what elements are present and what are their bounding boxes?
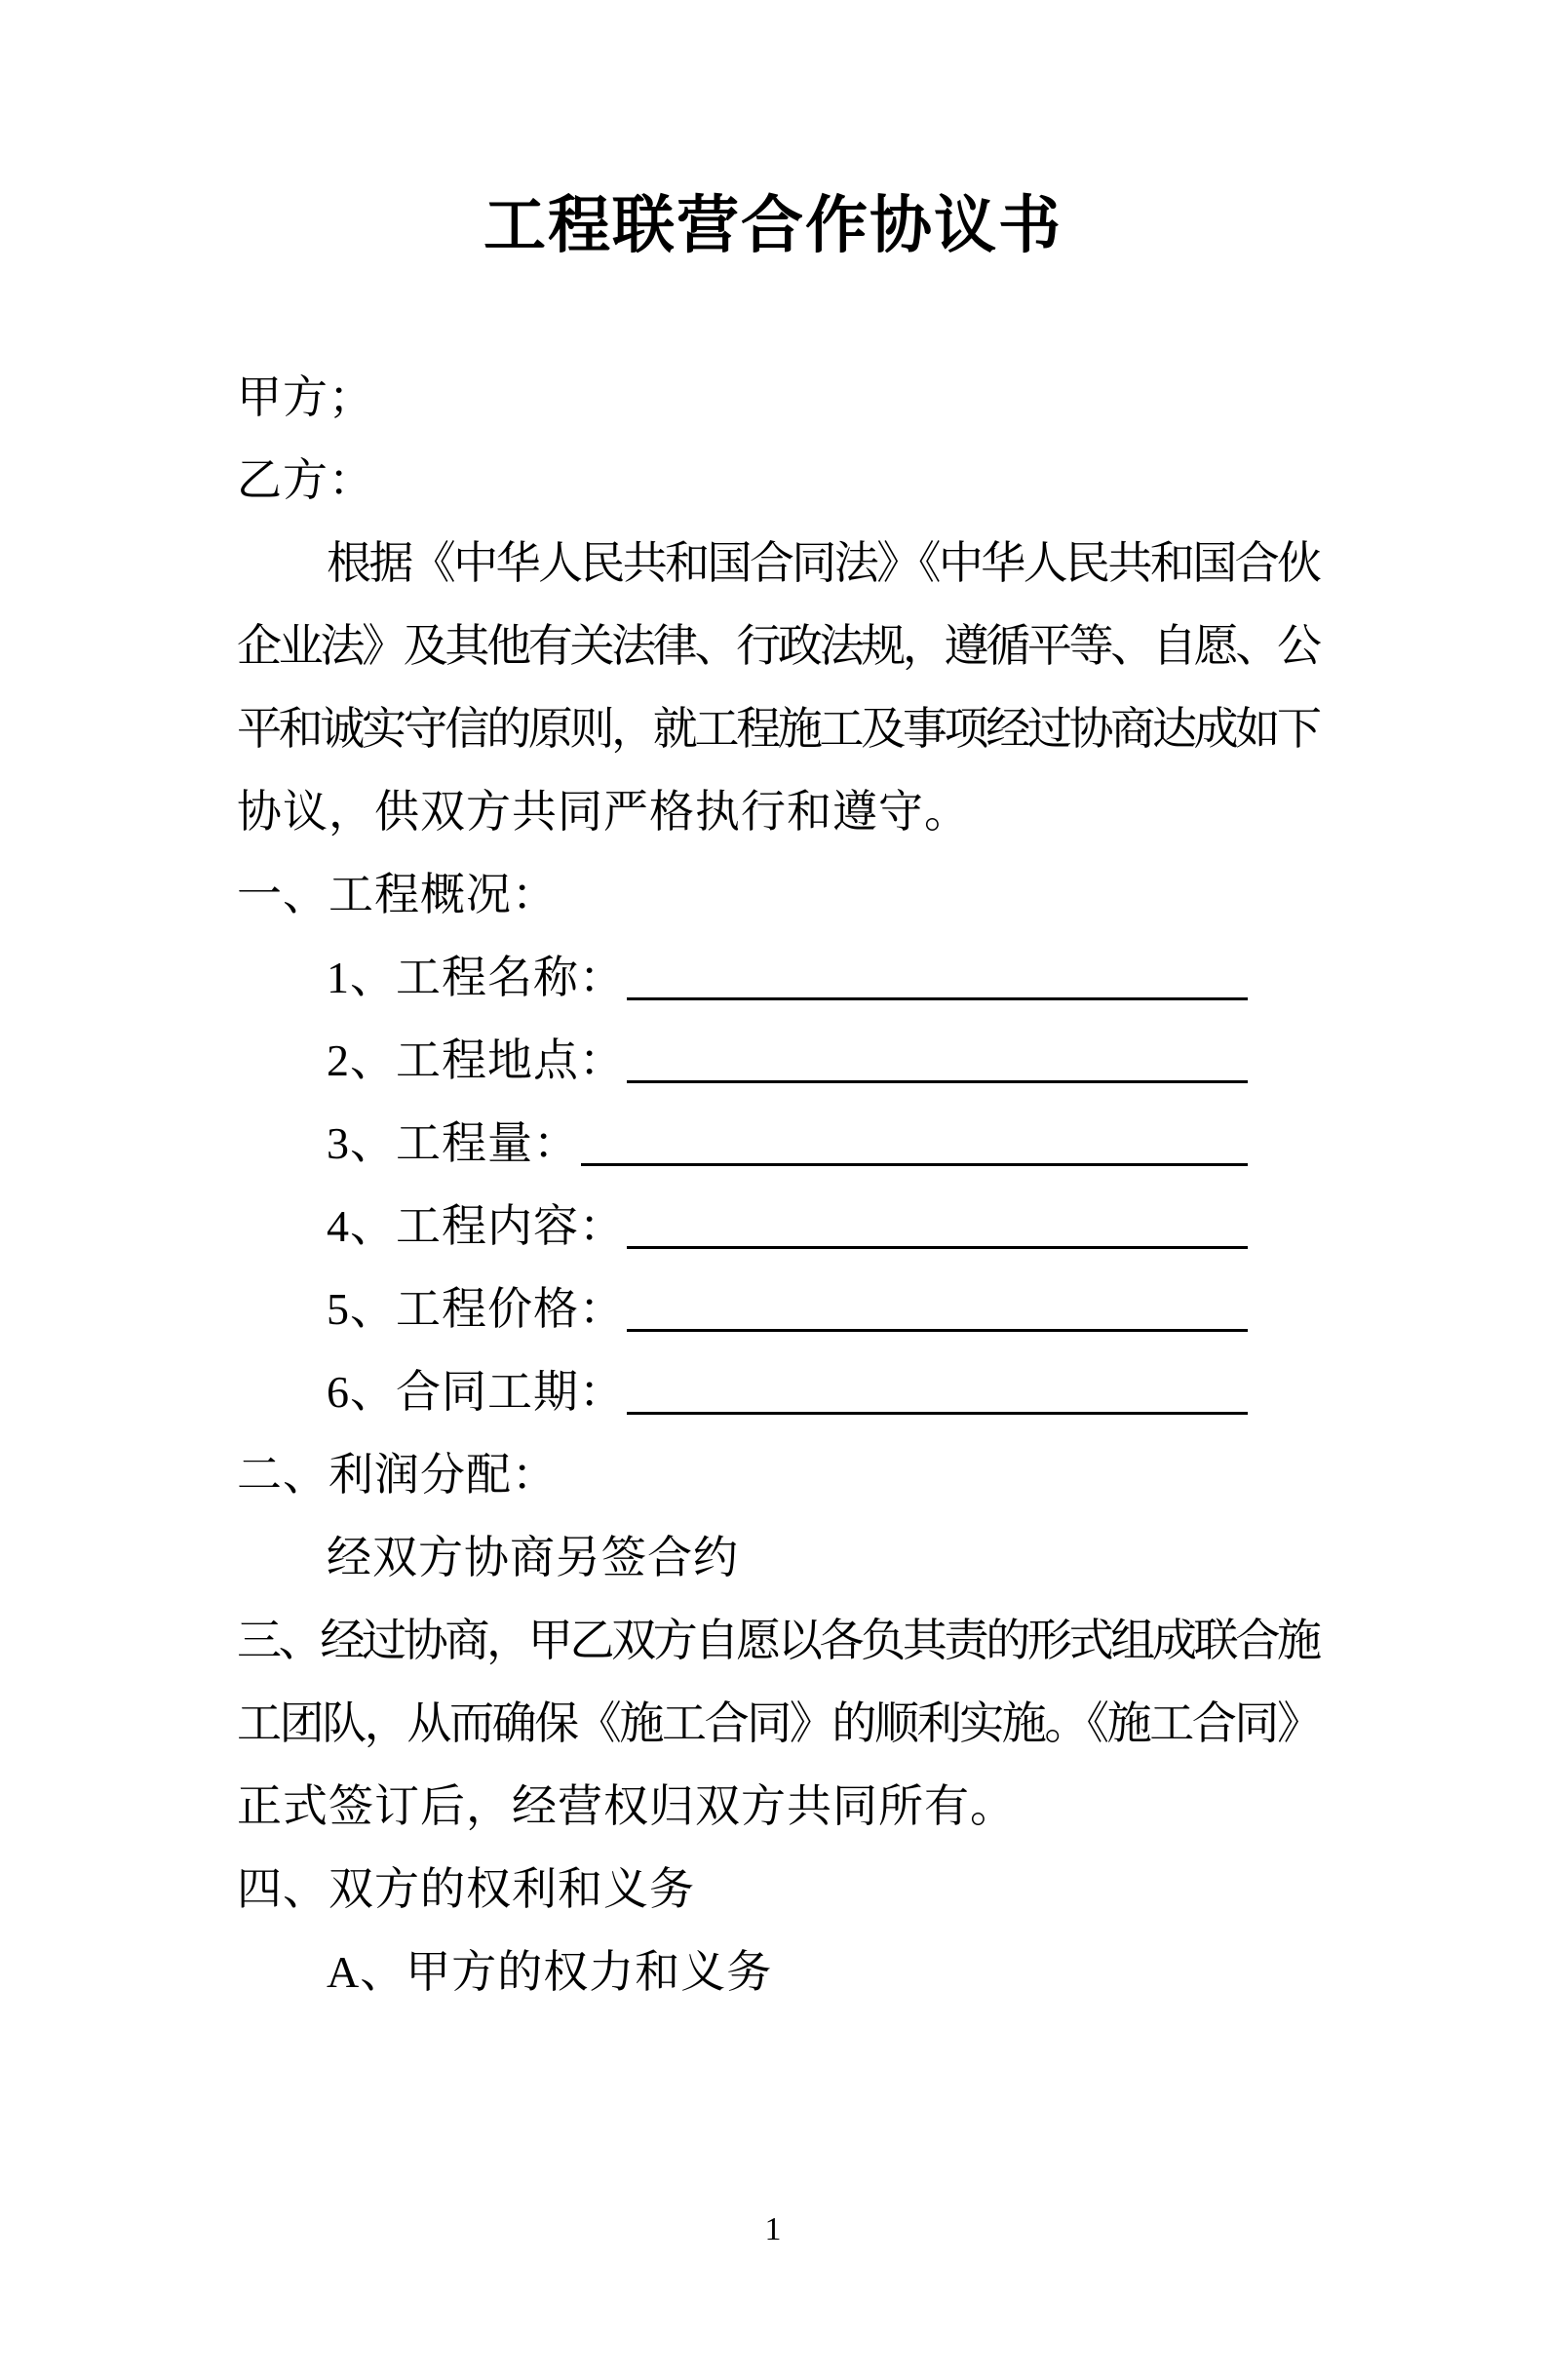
project-price-label: 5、工程价格： [327, 1284, 625, 1334]
project-name-row [237, 936, 1318, 1019]
project-quantity-row [237, 1102, 1318, 1185]
contract-duration-label: 6、合同工期： [327, 1367, 625, 1417]
section-3-line-2: 工团队，从而确保《施工合同》的顺利实施。《施工合同》 [237, 1698, 1318, 1748]
document-title: 工程联营合作协议书 [483, 191, 1063, 260]
party-a-line: 甲方； [237, 372, 374, 422]
contract-duration-blank-field[interactable] [627, 1350, 1248, 1415]
project-location-row [237, 1019, 1318, 1102]
project-price-row [237, 1268, 1318, 1350]
project-name-label: 1、工程名称： [327, 953, 625, 1002]
project-content-row [237, 1185, 1318, 1268]
preamble-line-3: 平和诚实守信的原则，就工程施工及事项经过协商达成如下 [237, 704, 1318, 754]
document-body [237, 356, 1318, 2013]
project-name-blank-field[interactable] [627, 936, 1248, 1000]
project-content-label: 4、工程内容： [327, 1201, 625, 1251]
project-content-blank-field[interactable] [627, 1185, 1248, 1249]
section-1-heading: 一、工程概况： [237, 870, 558, 919]
project-location-blank-field[interactable] [627, 1019, 1248, 1083]
preamble-line-4: 协议，供双方共同严格执行和遵守。 [237, 787, 970, 837]
section-2-heading: 二、利润分配： [237, 1450, 558, 1500]
page-number: 1 [764, 2211, 782, 2247]
project-quantity-label: 3、工程量： [327, 1118, 579, 1168]
document-page [0, 192, 1546, 2380]
section-3-line-3: 正式签订后，经营权归双方共同所有。 [237, 1781, 1016, 1831]
project-price-blank-field[interactable] [627, 1268, 1248, 1332]
party-b-line: 乙方： [237, 455, 374, 505]
section-4-subheading: A、甲方的权力和义务 [327, 1947, 773, 1997]
preamble-line-1: 根据《中华人民共和国合同法》《中华人民共和国合伙 [327, 538, 1318, 588]
project-location-label: 2、工程地点： [327, 1035, 625, 1085]
section-4-heading: 四、双方的权利和义务 [237, 1864, 695, 1914]
section-2-content: 经双方协商另签合约 [327, 1533, 739, 1582]
section-3-line-1: 三、经过协商，甲乙双方自愿以各负其责的形式组成联合施 [237, 1616, 1318, 1665]
project-quantity-blank-field[interactable] [581, 1102, 1248, 1166]
contract-duration-row [237, 1350, 1318, 1433]
preamble-line-2: 企业法》及其他有关法律、行政法规，遵循平等、自愿、公 [237, 621, 1318, 671]
